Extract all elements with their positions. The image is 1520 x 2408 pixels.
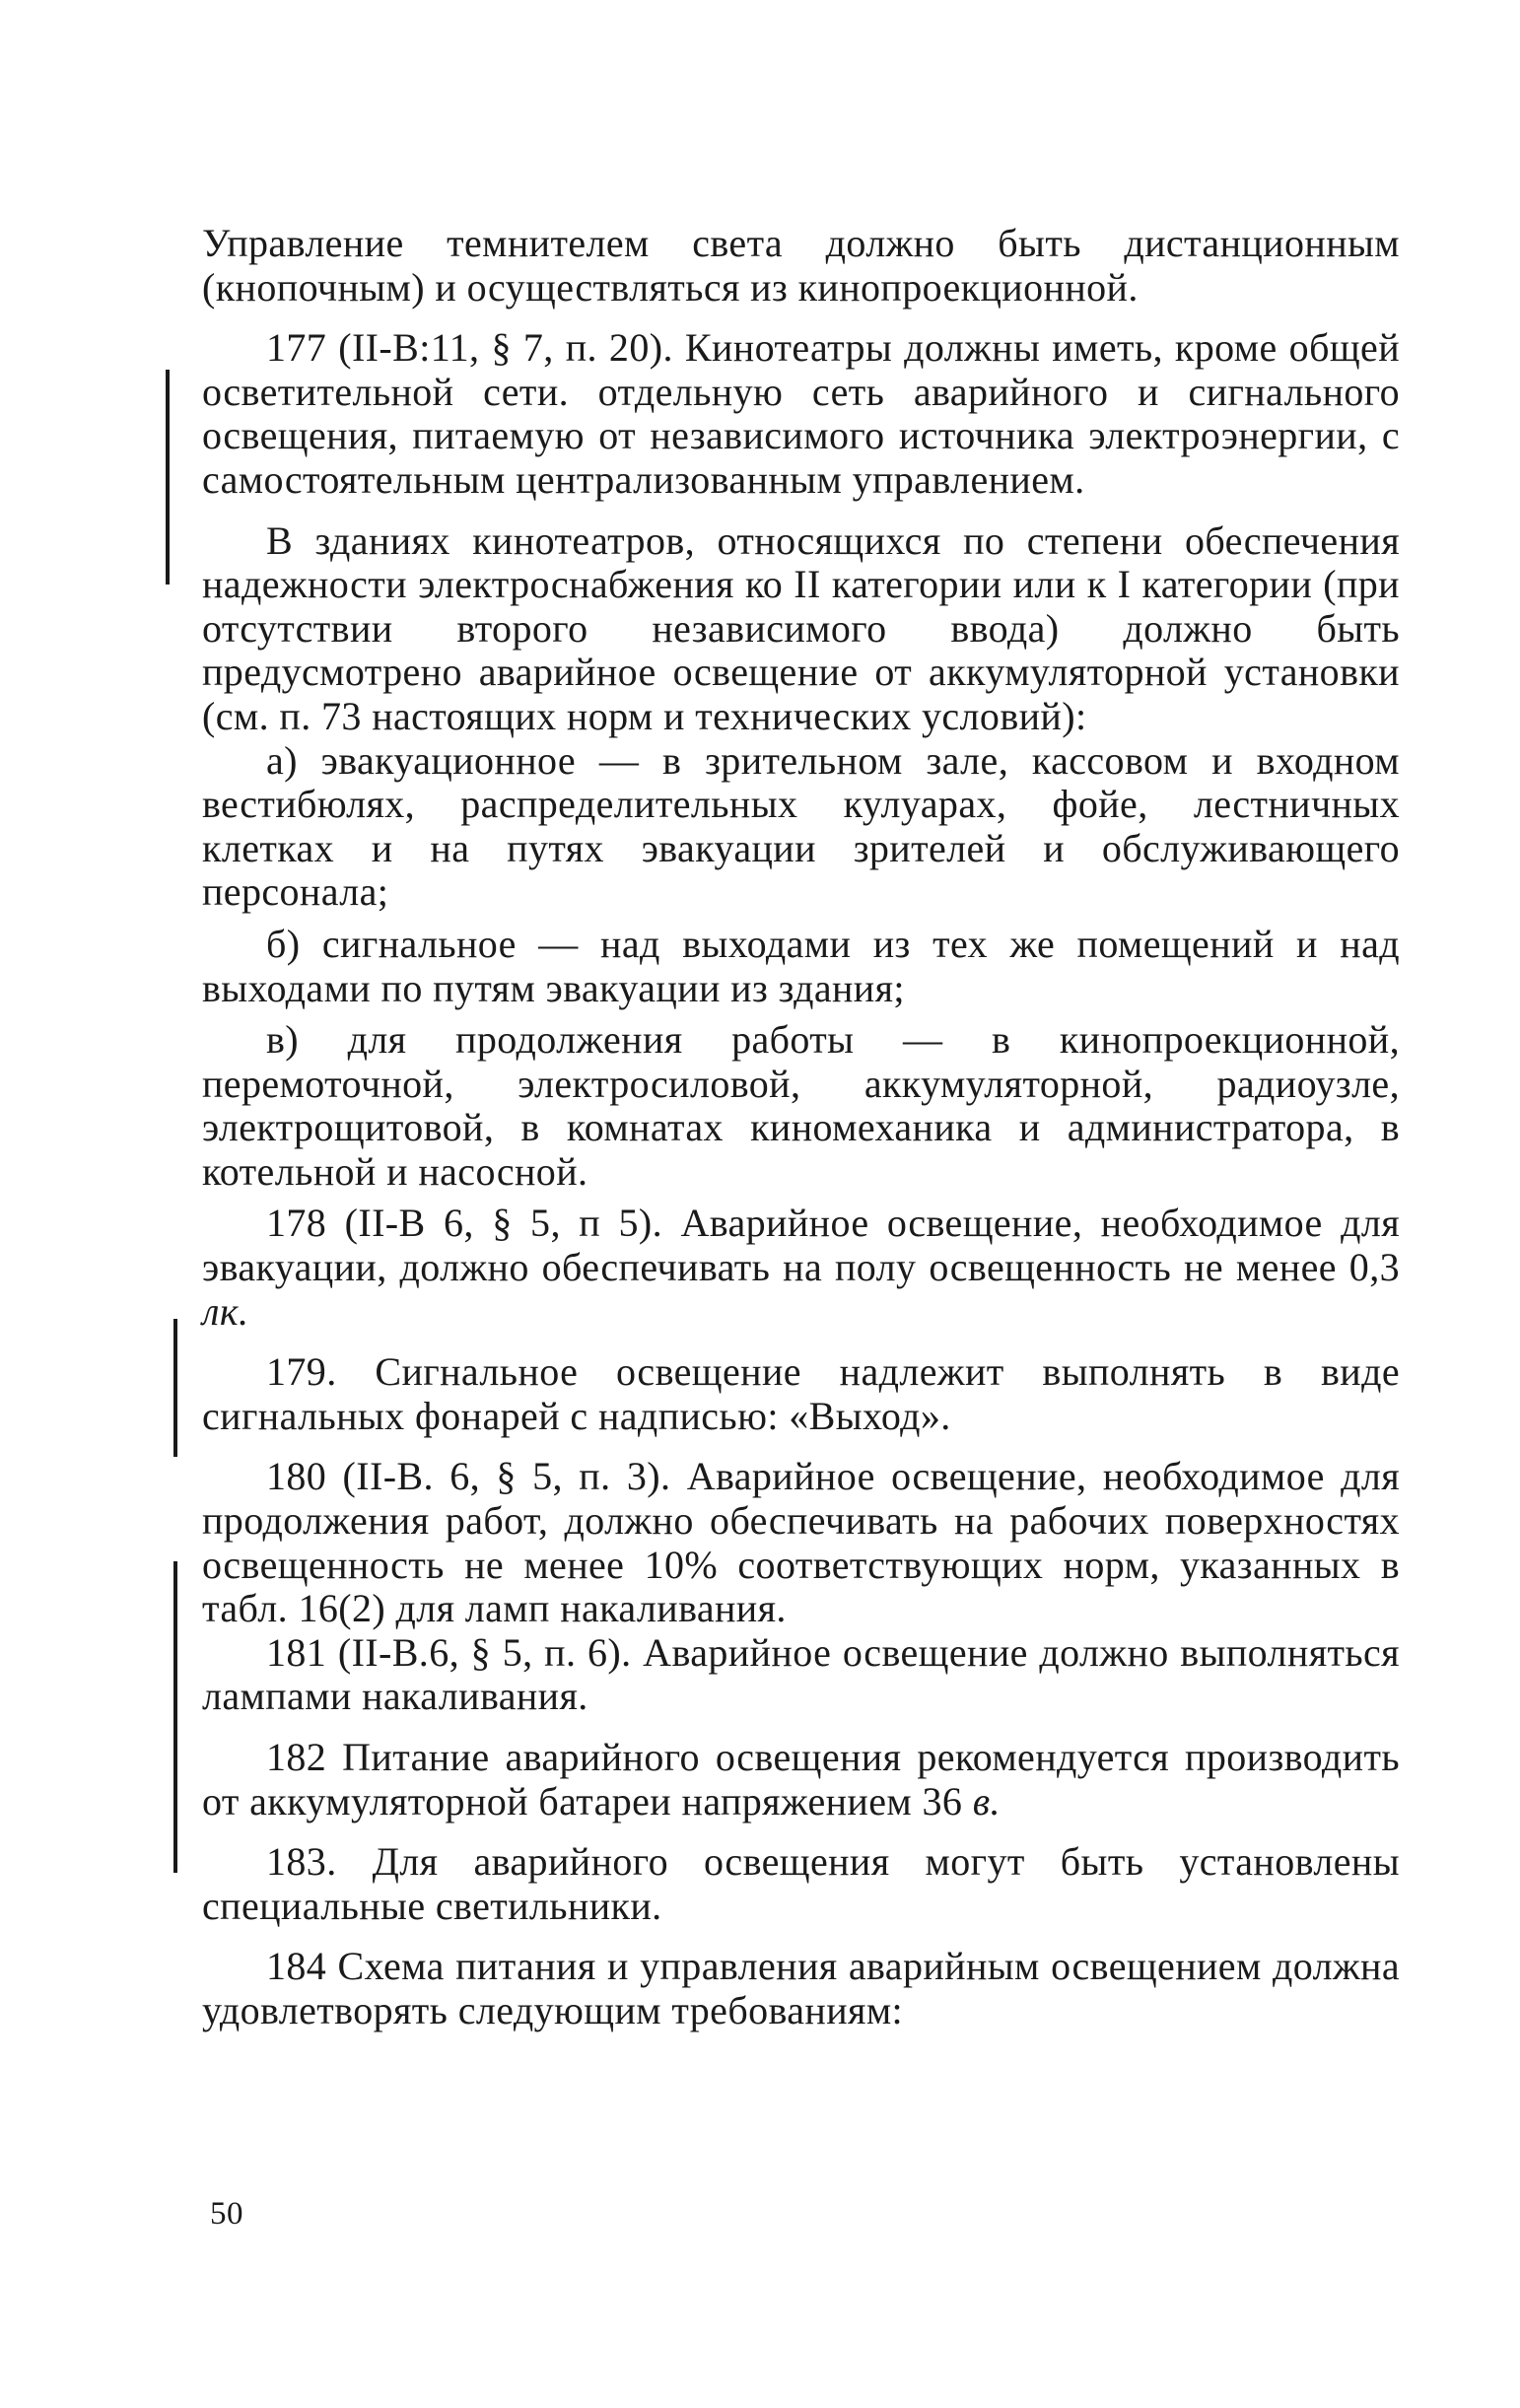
margin-change-bar-178 xyxy=(173,1319,177,1457)
list-item-v: в) для продолжения работы — в кинопроекционной, перемоточной, электросиловой, аккумуляторной, радиоузле, электрощитовой, в комнатах киномеханика и администратора, в котельной и насосной. xyxy=(202,1017,1400,1194)
paragraph-177: 177 (II-B:11, § 7, п. 20). Кинотеатры должны иметь, кроме общей осветительной сети. отдельную сеть аварийного и сигнального освещения, питаемую от независимого источника электроэнергии, с самостоятельным централизованным управлением. xyxy=(202,325,1400,502)
paragraph-179: 179. Сигнальное освещение надлежит выполнять в виде сигнальных фонарей с надписью: «Выход». xyxy=(202,1349,1400,1438)
unit-lux: лк. xyxy=(202,1288,249,1334)
list-item-b: б) сигнальное — над выходами из тех же помещений и над выходами по путям эвакуации из здания; xyxy=(202,921,1400,1010)
paragraph-178 xyxy=(202,1202,1400,1334)
paragraph-178-text: 178 (II-B 6, § 5, п 5). Аварийное освещение, необходимое для эвакуации, должно обеспечивать на полу освещенность не менее 0,3 xyxy=(202,1201,1400,1290)
paragraph-182-text: 182 Питание аварийного освещения рекомендуется производить от аккумуляторной батареи напряжением 36 xyxy=(202,1735,1400,1823)
paragraph-181: 181 (II-B.6, § 5, п. 6). Аварийное освещение должно выполняться лампами накаливания. xyxy=(202,1629,1400,1719)
paragraph-177-continued: В зданиях кинотеатров, относящихся по степени обеспечения надежности электроснабжения ко II категории или к I категории (при отсутствии второго независимого ввода) должно быть предусмотрено аварийное освещение от аккумуляторной установки (см. п. 73 настоящих норм и технических условий): xyxy=(202,517,1400,738)
margin-change-bar-177 xyxy=(166,370,170,585)
paragraph-180: 180 (II-B. 6, § 5, п. 3). Аварийное освещение, необходимое для продолжения работ, должно обеспечивать на рабочих поверхностях освещенность не менее 10% соответствующих норм, указанных в табл. 16(2) для ламп накаливания. xyxy=(202,1454,1400,1631)
paragraph-184: 184 Схема питания и управления аварийным освещением должна удовлетворять следующим требованиям: xyxy=(202,1944,1400,2032)
unit-volt: в. xyxy=(972,1778,1001,1823)
list-item-a: а) эвакуационное — в зрительном зале, кассовом и входном вестибюлях, распределительных кулуарах, фойе, лестничных клетках и на путях эвакуации зрителей и обслуживающего персонала; xyxy=(202,737,1400,915)
paragraph-intro: Управление темнителем света должно быть дистанционным (кнопочным) и осуществляться из кинопроекционной. xyxy=(202,221,1400,310)
page-number: 50 xyxy=(210,2196,243,2232)
paragraph-182 xyxy=(202,1736,1400,1823)
margin-change-bar-180 xyxy=(173,1561,177,1873)
paragraph-183: 183. Для аварийного освещения могут быть установлены специальные светильники. xyxy=(202,1839,1400,1928)
text-column xyxy=(202,222,1400,2050)
